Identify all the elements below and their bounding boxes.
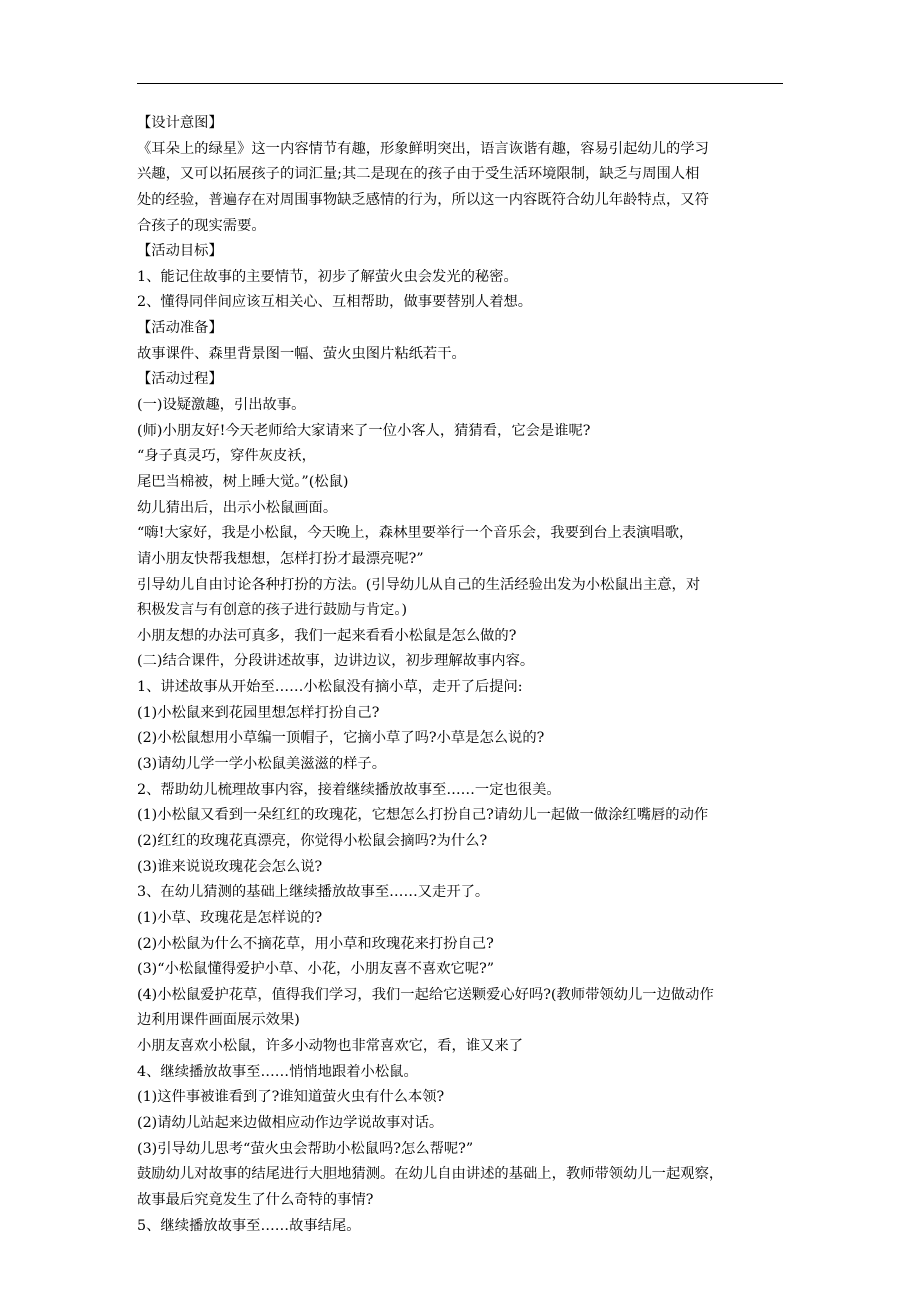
paragraph-line: 边利用课件画面展示效果) <box>137 1012 300 1029</box>
paragraph-line: 小朋友喜欢小松鼠，许多小动物也非常喜欢它，看，谁又来了 <box>137 1038 524 1055</box>
section-heading-design-intent: 【设计意图】 <box>137 115 223 131</box>
document-body <box>137 111 787 1239</box>
paragraph-line: (4)小松鼠爱护花草，值得我们学习，我们一起给它送颗爱心好吗?(教师带领幼儿一边做动作 <box>137 986 714 1003</box>
paragraph-line: 尾巴当棉被，树上睡大觉。”(松鼠) <box>137 473 349 490</box>
paragraph-line: 积极发言与有创意的孩子进行鼓励与肯定。) <box>137 602 408 619</box>
paragraph-line: (一)设疑激趣，引出故事。 <box>137 397 306 414</box>
paragraph-line: (3)请幼儿学一学小松鼠美滋滋的样子。 <box>137 756 386 773</box>
paragraph-line: 故事课件、森里背景图一幅、萤火虫图片粘纸若干。 <box>137 345 466 362</box>
paragraph-line: 5、继续播放故事至……故事结尾。 <box>137 1217 361 1234</box>
paragraph-line: “身子真灵巧，穿件灰皮袄， <box>137 448 316 465</box>
paragraph-line: (2)小松鼠为什么不摘花草，用小草和玫瑰花来打扮自己? <box>137 935 494 952</box>
section-heading-activity-preparation: 【活动准备】 <box>137 320 223 337</box>
paragraph-line: 请小朋友快帮我想想，怎样打扮才最漂亮呢?” <box>137 550 424 567</box>
paragraph-line: 幼儿猜出后，出示小松鼠画面。 <box>137 499 338 516</box>
paragraph-line: 《耳朵上的绿星》这一内容情节有趣，形象鲜明突出，语言诙谐有趣，容易引起幼儿的学习 <box>137 140 709 157</box>
section-heading-activity-process: 【活动过程】 <box>137 371 223 388</box>
paragraph-line: 处的经验，普遍存在对周围事物缺乏感情的行为，所以这一内容既符合幼儿年龄特点，又符 <box>137 191 709 208</box>
paragraph-line: “嗨!大家好，我是小松鼠，今天晚上，森林里要举行一个音乐会，我要到台上表演唱歌， <box>137 525 694 542</box>
paragraph-line: (2)红红的玫瑰花真漂亮，你觉得小松鼠会摘吗?为什么? <box>137 832 488 849</box>
paragraph-line: (1)小松鼠又看到一朵红红的玫瑰花，它想怎么打扮自己?请幼儿一起做一做涂红嘴唇的动作 <box>137 807 709 824</box>
paragraph-line: 引导幼儿自由讨论各种打扮的方法。(引导幼儿从自己的生活经验出发为小松鼠出主意，对 <box>137 576 701 593</box>
paragraph-line: (3)“小松鼠懂得爱护小草、小花，小朋友喜不喜欢它呢?” <box>137 961 495 978</box>
paragraph-line: 小朋友想的办法可真多，我们一起来看看小松鼠是怎么做的? <box>137 627 517 644</box>
paragraph-line: (3)谁来说说玫瑰花会怎么说? <box>137 858 323 875</box>
paragraph-line: 鼓励幼儿对故事的结尾进行大胆地猜测。在幼儿自由讲述的基础上，教师带领幼儿一起观察， <box>137 1166 724 1183</box>
goal-item: 2、懂得同伴间应该互相关心、互相帮助，做事要替别人着想。 <box>137 294 533 311</box>
paragraph-line: 4、继续播放故事至……悄悄地跟着小松鼠。 <box>137 1063 418 1080</box>
section-heading-activity-goals: 【活动目标】 <box>137 243 223 260</box>
paragraph-line: (3)引导幼儿思考“萤火虫会帮助小松鼠吗?怎么帮呢?” <box>137 1140 474 1157</box>
paragraph-line: 1、讲述故事从开始至……小松鼠没有摘小草，走开了后提问: <box>137 679 523 696</box>
paragraph-line: (二)结合课件，分段讲述故事，边讲边议，初步理解故事内容。 <box>137 653 535 670</box>
header-rule <box>137 83 783 84</box>
paragraph-line: 2、帮助幼儿梳理故事内容，接着继续播放故事至……一定也很美。 <box>137 781 561 798</box>
paragraph-line: 合孩子的现实需要。 <box>137 217 266 234</box>
paragraph-line: 兴趣，又可以拓展孩子的词汇量;其二是现在的孩子由于受生活环境限制，缺乏与周围人相 <box>137 166 700 183</box>
paragraph-line: 3、在幼儿猜测的基础上继续播放故事至……又走开了。 <box>137 884 490 901</box>
paragraph-line: 故事最后究竟发生了什么奇特的事情? <box>137 1191 374 1208</box>
paragraph-line: (1)小草、玫瑰花是怎样说的? <box>137 909 323 926</box>
goal-item: 1、能记住故事的主要情节，初步了解萤火虫会发光的秘密。 <box>137 268 518 285</box>
paragraph-line: (师)小朋友好!今天老师给大家请来了一位小客人，猜猜看，它会是谁呢? <box>137 422 591 439</box>
paragraph-line: (1)这件事被谁看到了?谁知道萤火虫有什么本领? <box>137 1089 445 1106</box>
paragraph-line: (2)小松鼠想用小草编一顶帽子，它摘小草了吗?小草是怎么说的? <box>137 730 545 747</box>
paragraph-line: (2)请幼儿站起来边做相应动作边学说故事对话。 <box>137 1114 444 1131</box>
paragraph-line: (1)小松鼠来到花园里想怎样打扮自己? <box>137 704 380 721</box>
